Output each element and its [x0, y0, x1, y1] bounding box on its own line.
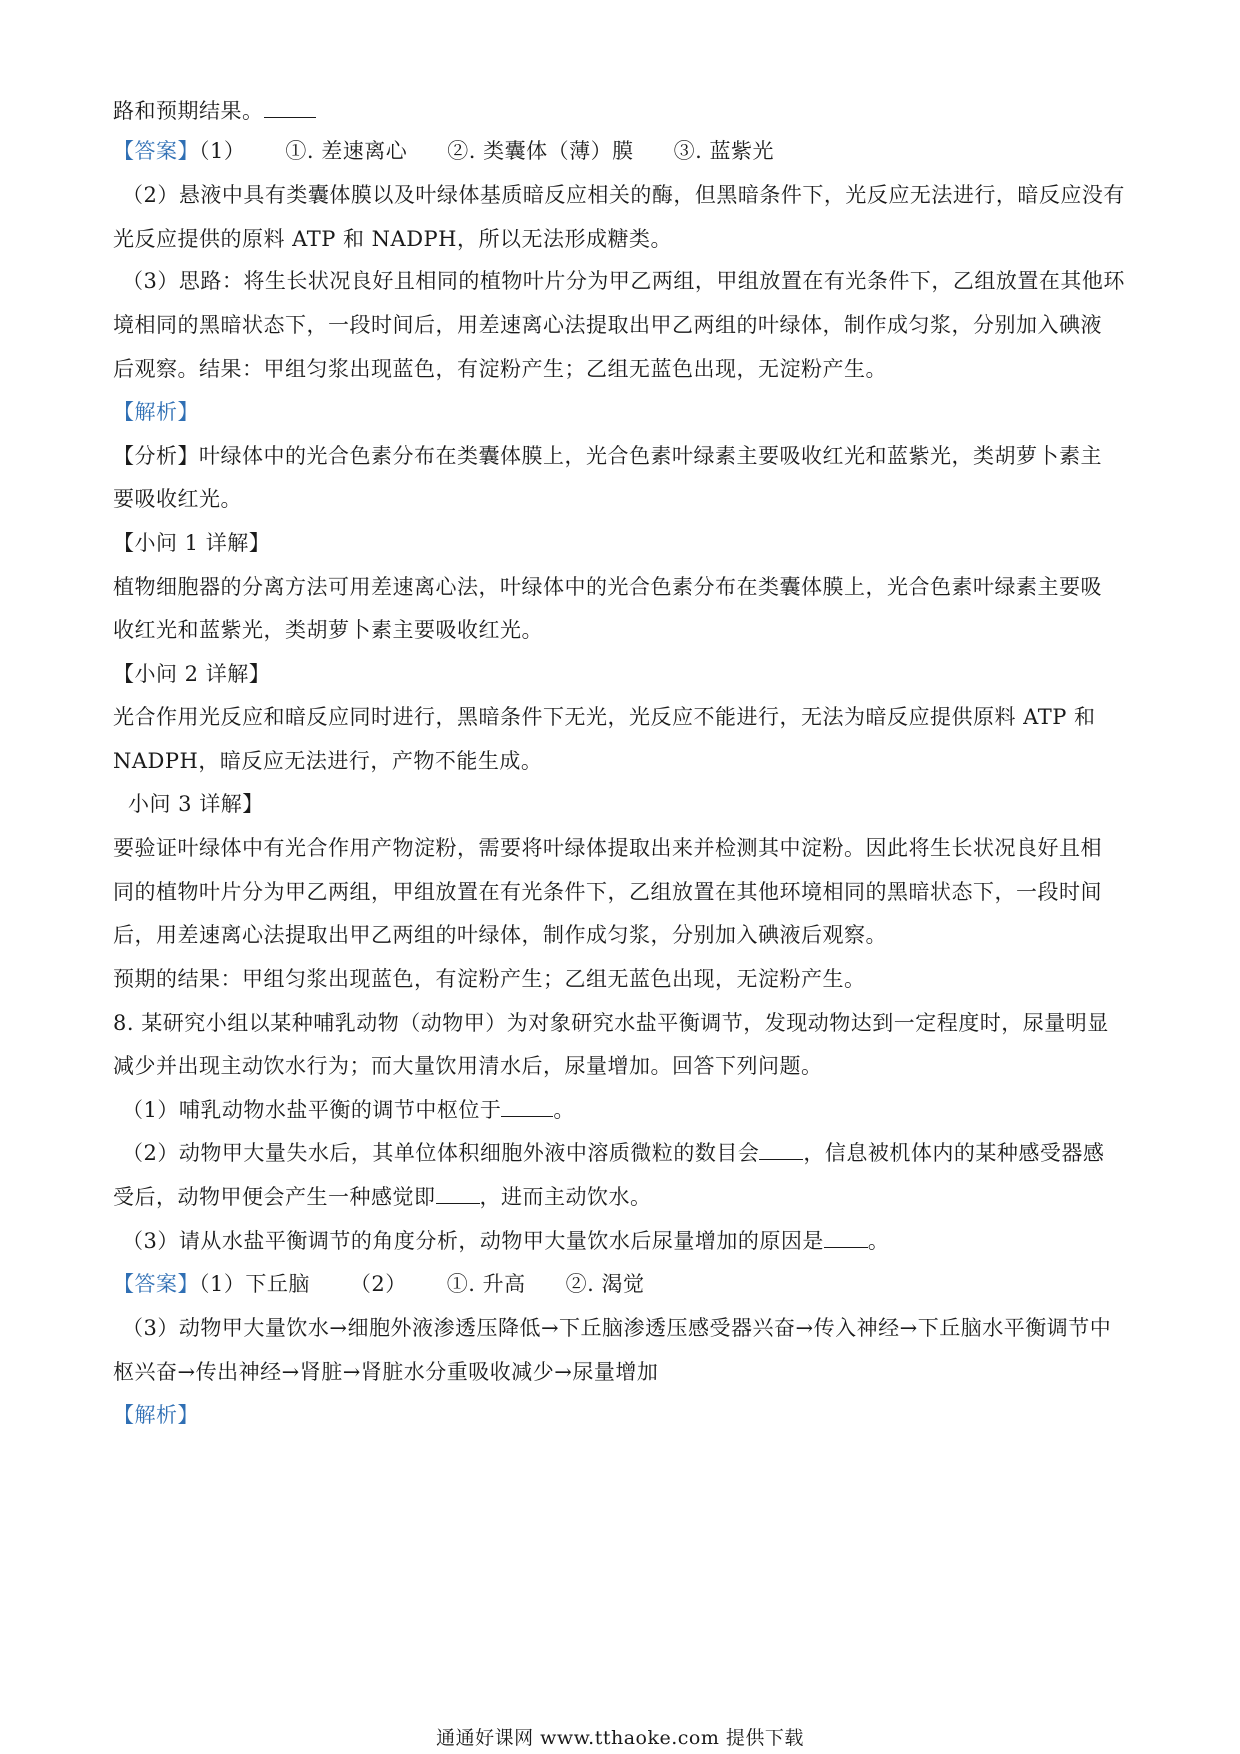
- text-line: 后，用差速离心法提取出甲乙两组的叶绿体，制作成匀浆，分别加入碘液后观察。: [113, 923, 887, 947]
- answer-blank: [501, 1096, 553, 1117]
- question-line: [122, 1226, 1142, 1256]
- answer-blank: [264, 97, 316, 118]
- text-line: （3）动物甲大量饮水→细胞外液渗透压降低→下丘脑渗透压感受器兴奋→传入神经→下丘脑水平衡调节中: [122, 1316, 1112, 1340]
- text: 路和预期结果。: [113, 99, 264, 123]
- text: （1）哺乳动物水盐平衡的调节中枢位于: [122, 1098, 502, 1122]
- text: 。: [553, 1098, 575, 1122]
- text: ③. 蓝紫光: [673, 139, 774, 163]
- text-line: （3）思路：将生长状况良好且相同的植物叶片分为甲乙两组，甲组放置在有光条件下，乙组放置在其他环: [122, 269, 1125, 293]
- text: ②. 类囊体（薄）膜: [447, 139, 634, 163]
- text-line: 【分析】叶绿体中的光合色素分布在类囊体膜上，光合色素叶绿素主要吸收红光和蓝紫光，类胡萝卜素主: [113, 444, 1102, 468]
- text-line: 预期的结果：甲组匀浆出现蓝色，有淀粉产生；乙组无蓝色出现，无淀粉产生。: [113, 967, 866, 991]
- page-footer: 通通好课网 www.tthaoke.com 提供下载: [436, 1727, 804, 1749]
- text: （1）: [199, 139, 246, 163]
- text-line: 境相同的黑暗状态下，一段时间后，用差速离心法提取出甲乙两组的叶绿体，制作成匀浆，分别加入碘液: [113, 313, 1102, 337]
- analysis-tag: 【解析】: [113, 400, 199, 424]
- text-line: （2）悬液中具有类囊体膜以及叶绿体基质暗反应相关的酶，但黑暗条件下，光反应无法进行，暗反应没有: [122, 183, 1125, 207]
- text: ，进而主动饮水。: [479, 1185, 652, 1209]
- text: 受后，动物甲便会产生一种感觉即: [113, 1185, 436, 1209]
- answer-blank: [824, 1227, 868, 1248]
- text: （3）请从水盐平衡调节的角度分析，动物甲大量饮水后尿量增加的原因是: [122, 1229, 824, 1253]
- text-line: 收红光和蓝紫光，类胡萝卜素主要吸收红光。: [113, 618, 543, 642]
- text: ①. 升高: [446, 1272, 526, 1296]
- text-line: 植物细胞器的分离方法可用差速离心法，叶绿体中的光合色素分布在类囊体膜上，光合色素叶绿素主要吸: [113, 575, 1102, 599]
- analysis-tag: 【解析】: [113, 1403, 199, 1427]
- question-line: 8. 某研究小组以某种哺乳动物（动物甲）为对象研究水盐平衡调节，发现动物达到一定程度时，尿量明显: [113, 1011, 1109, 1035]
- text: （2）: [349, 1272, 407, 1296]
- text-line: 同的植物叶片分为甲乙两组，甲组放置在有光条件下，乙组放置在其他环境相同的黑暗状态下，一段时间: [113, 880, 1102, 904]
- text-line: 枢兴奋→传出神经→肾脏→肾脏水分重吸收减少→尿量增加: [113, 1360, 659, 1384]
- question-line: [122, 1138, 1142, 1168]
- text: （1）下丘脑: [199, 1272, 310, 1296]
- text-line: 要吸收红光。: [113, 487, 242, 511]
- question-line: [122, 1095, 1142, 1125]
- text-line: 要验证叶绿体中有光合作用产物淀粉，需要将叶绿体提取出来并检测其中淀粉。因此将生长状况良好且相: [113, 836, 1102, 860]
- text-line: [113, 96, 1133, 126]
- text-line: 光合作用光反应和暗反应同时进行，黑暗条件下无光，光反应不能进行，无法为暗反应提供原料 ATP 和: [113, 705, 1096, 729]
- answer-line: [113, 1269, 1133, 1299]
- answer-tag: 【答案】: [113, 139, 199, 163]
- text: ②. 渴觉: [565, 1272, 645, 1296]
- section-heading: 【小问 1 详解】: [113, 531, 271, 555]
- text: ①. 差速离心: [285, 139, 408, 163]
- section-heading: 【小问 2 详解】: [113, 662, 271, 686]
- answer-tag: 【答案】: [113, 1272, 199, 1296]
- answer-blank: [759, 1139, 803, 1160]
- text-line: 光反应提供的原料 ATP 和 NADPH，所以无法形成糖类。: [113, 227, 672, 251]
- text: ，信息被机体内的某种感受器感: [803, 1141, 1105, 1165]
- text-line: 后观察。结果：甲组匀浆出现蓝色，有淀粉产生；乙组无蓝色出现，无淀粉产生。: [113, 357, 887, 381]
- answer-blank: [436, 1183, 480, 1204]
- section-heading: 小问 3 详解】: [128, 792, 264, 816]
- text: 。: [867, 1229, 890, 1253]
- text-line: 减少并出现主动饮水行为；而大量饮用清水后，尿量增加。回答下列问题。: [113, 1054, 823, 1078]
- text: （2）动物甲大量失水后，其单位体积细胞外液中溶质微粒的数目会: [122, 1141, 760, 1165]
- text-line: NADPH，暗反应无法进行，产物不能生成。: [113, 749, 543, 773]
- answer-line: [113, 136, 1133, 166]
- text-line: [113, 1182, 1133, 1212]
